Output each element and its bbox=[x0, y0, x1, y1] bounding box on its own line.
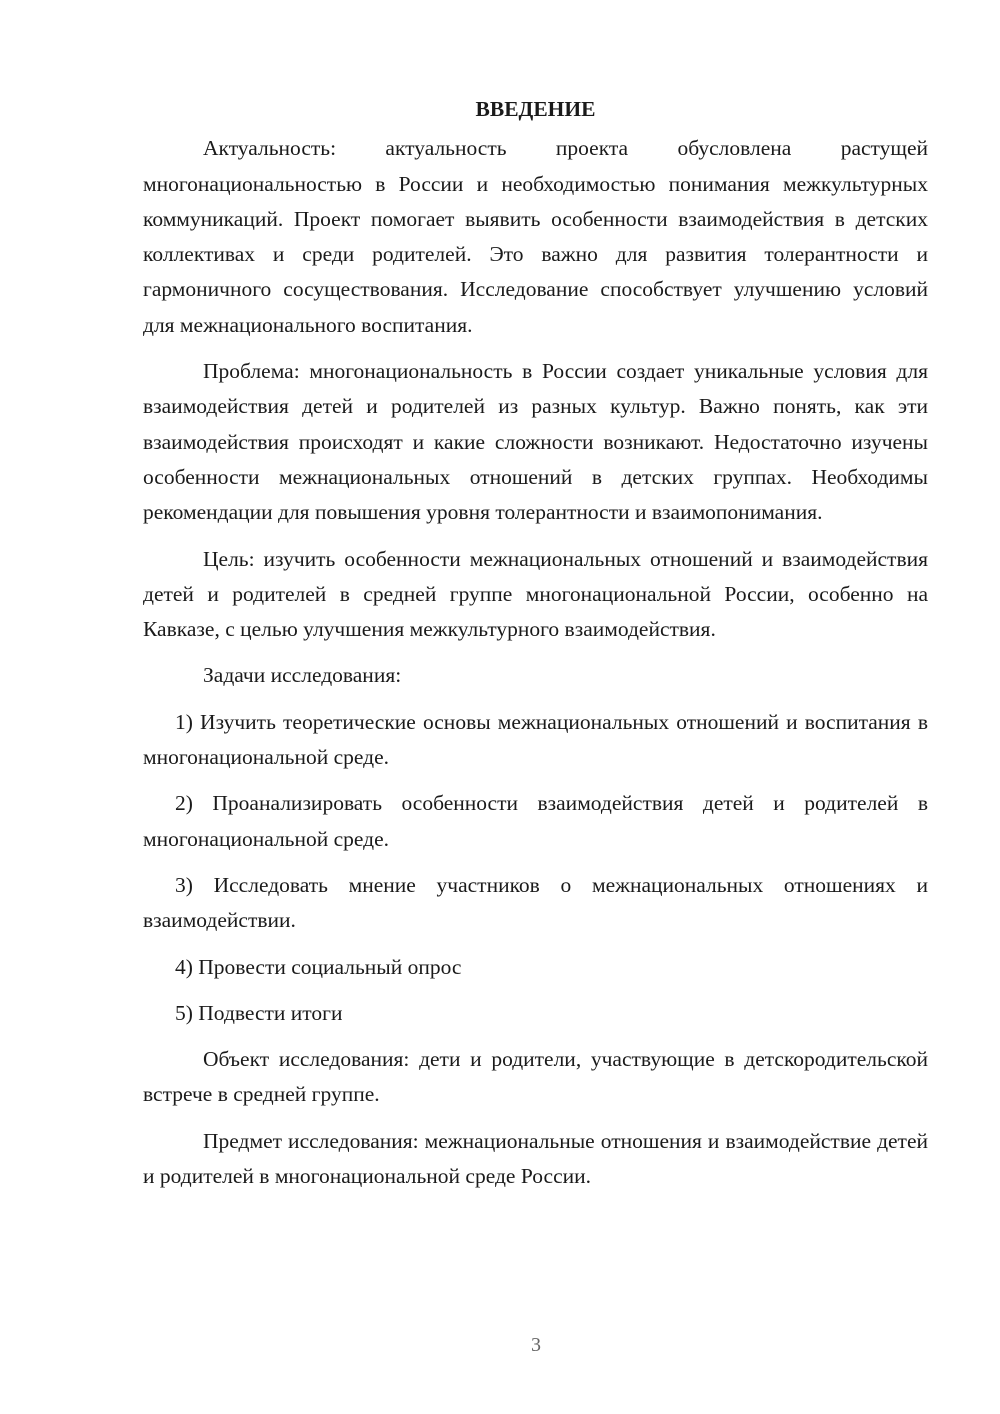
task-item-4: 4) Провести социальный опрос bbox=[175, 954, 462, 979]
task-item-2: 2) Проанализировать особенности взаимодействия детей и родителей в многонациональной среде. bbox=[143, 791, 928, 851]
task-item-3: 3) Исследовать мнение участников о межнациональных отношениях и взаимодействии. bbox=[143, 872, 928, 933]
tasks-heading: Задачи исследования: bbox=[203, 663, 402, 688]
goal-paragraph: Цель: изучить особенности межнациональных отношений и взаимодействия детей и родителей в средней группе многонациональной России, особенно на Кавказе, с целью улучшения межкультурного взаимодействия. bbox=[143, 546, 928, 642]
object-paragraph: Объект исследования: дети и родители, участвующие в детскородительской встрече в средней группе. bbox=[143, 1047, 928, 1107]
subject-paragraph: Предмет исследования: межнациональные отношения и взаимодействие детей и родителей в многонациональной среде России. bbox=[143, 1128, 928, 1189]
task-item-5: 5) Подвести итоги bbox=[175, 1000, 343, 1025]
page-number: 3 bbox=[531, 1334, 541, 1356]
task-item-1: 1) Изучить теоретические основы межнациональных отношений и воспитания в многонациональной среде. bbox=[143, 709, 928, 770]
problem-paragraph: Проблема: многонациональность в России создает уникальные условия для взаимодействия детей и родителей из разных культур. Важно понять, как эти взаимодействия происходят и какие сложности возникают. Недостаточно изучены особенности межнациональных отношений в детских группах. Необходимы рекомендации для повышения уровня толерантности и взаимопонимания. bbox=[143, 359, 928, 525]
relevance-paragraph: Актуальность: актуальность проекта обусловлена растущей многонациональностью в России и необходимостью понимания межкультурных коммуникаций. Проект помогает выявить особенности взаимодействия в детских коллективах и среди родителей. Это важно для развития толерантности и гармоничного сосуществования. Исследование способствует улучшению условий для межнационального воспитания. bbox=[143, 136, 928, 337]
document-page bbox=[143, 92, 928, 1205]
section-title: ВВЕДЕНИЕ bbox=[475, 97, 596, 121]
